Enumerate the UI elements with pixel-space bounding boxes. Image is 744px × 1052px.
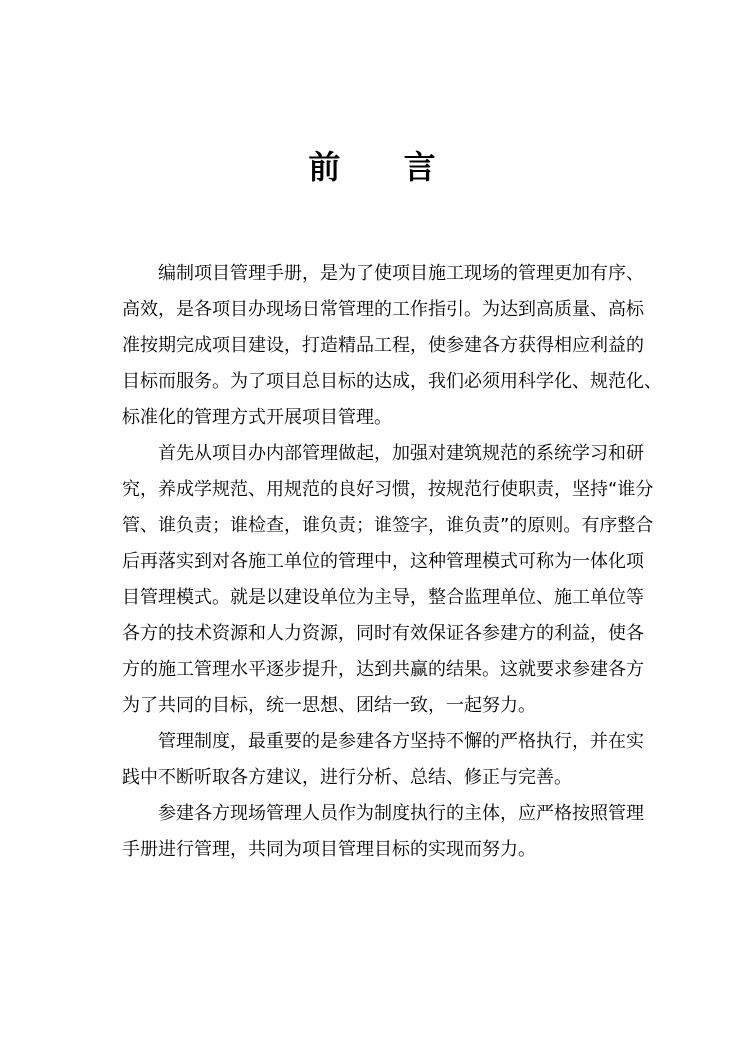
text-line: 手册进行管理，共同为项目管理目标的实现而努力。 [122,839,536,860]
text-line: 目标而服务。为了项目总目标的达成，我们必须用科学化、规范化、 [122,371,662,392]
paragraph-1 [122,256,662,436]
text-line: 首先从项目办内部管理做起，加强对建筑规范的系统学习和研 [158,443,644,464]
document-body [122,256,662,868]
text-line: 后再落实到对各施工单位的管理中，这种管理模式可称为一体化项 [122,551,644,572]
text-line: 编制项目管理手册，是为了使项目施工现场的管理更加有序、 [158,263,644,284]
paragraph-2 [122,436,654,724]
text-line: 践中不断听取各方建议，进行分析、总结、修正与完善。 [122,767,572,788]
text-line: 各方的技术资源和人力资源，同时有效保证各参建方的利益，使各 [122,623,644,644]
text-line: 高效，是各项目办现场日常管理的工作指引。为达到高质量、高标 [122,299,644,320]
text-line: 管、谁负责；谁检查，谁负责；谁签字，谁负责”的原则。有序整合 [122,515,654,536]
text-line: 究，养成学规范、用规范的良好习惯，按规范行使职责，坚持“谁分 [122,479,654,500]
text-line: 参建各方现场管理人员作为制度执行的主体，应严格按照管理 [158,803,644,824]
text-line: 管理制度，最重要的是参建各方坚持不懈的严格执行，并在实 [158,731,644,752]
paragraph-4 [122,796,644,868]
text-line: 准按期完成项目建设，打造精品工程，使参建各方获得相应利益的 [122,335,644,356]
paragraph-3 [122,724,644,796]
text-line: 为了共同的目标，统一思想、团结一致，一起努力。 [122,695,536,716]
text-line: 标准化的管理方式开展项目管理。 [122,407,392,428]
text-line: 方的施工管理水平逐步提升，达到共赢的结果。这就要求参建各方 [122,659,644,680]
page-title: 前 言 [308,148,462,186]
text-line: 目管理模式。就是以建设单位为主导，整合监理单位、施工单位等 [122,587,644,608]
